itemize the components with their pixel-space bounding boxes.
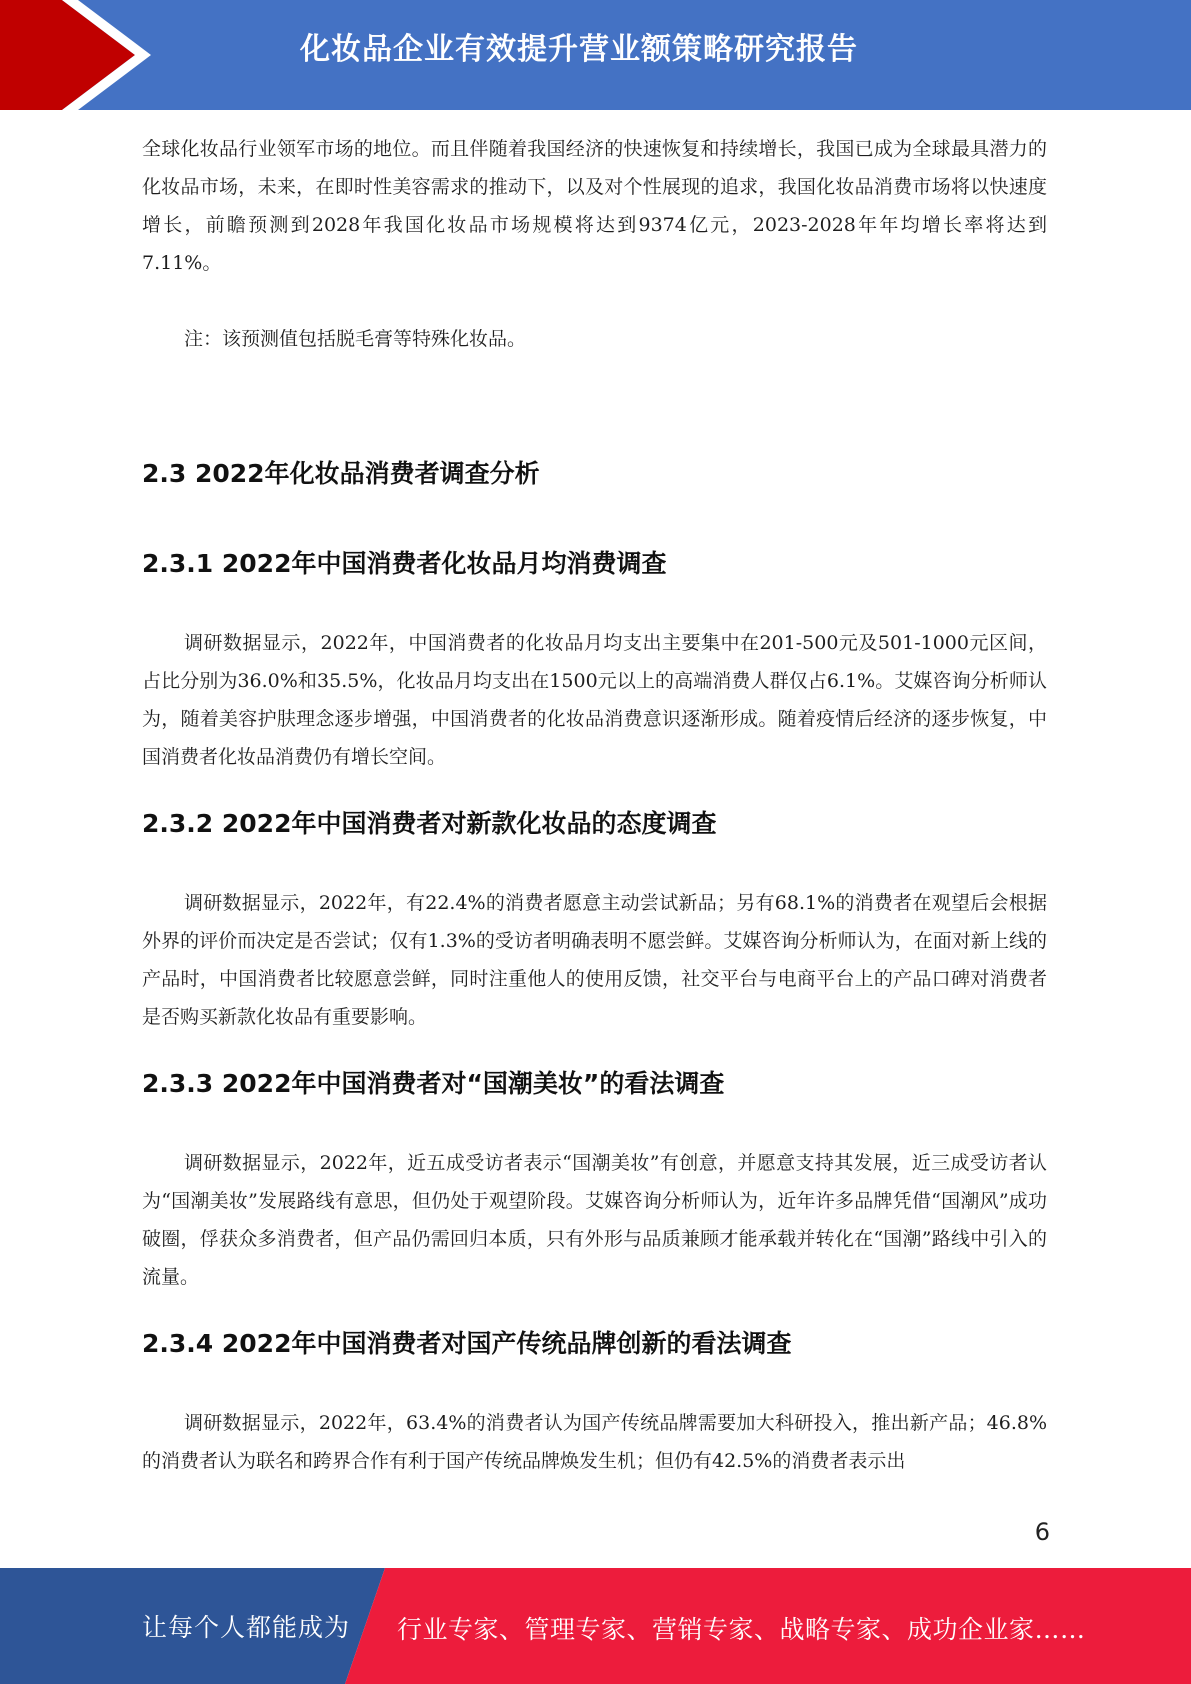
section-2-3-4-body: 调研数据显示，2022年，63.4%的消费者认为国产传统品牌需要加大科研投入，推出新产品；46.8%的消费者认为联名和跨界合作有利于国产传统品牌焕发生机；但仍有42.5%的消费者表示出: [142, 1412, 1047, 1472]
footer-slogan-left: 让每个人都能成为: [142, 1613, 351, 1642]
intro-paragraph: 全球化妆品行业领军市场的地位。而且伴随着我国经济的快速恢复和持续增长，我国已成为全球最具潜力的化妆品市场，未来，在即时性美容需求的推动下，以及对个性展现的追求，我国化妆品消费市场将以快速度增长，前瞻预测到2028年我国化妆品市场规模将达到9374亿元，2023-2028年年均增长率将达到7.11%。: [142, 138, 1047, 274]
page-content: [142, 130, 1047, 1480]
page-header: [0, 0, 1191, 110]
header-arrow-decoration: [0, 0, 160, 110]
section-2-3-4-title: 2.3.4 2022年中国消费者对国产传统品牌创新的看法调查: [142, 1329, 792, 1358]
page-number: 6: [1034, 1518, 1050, 1546]
section-2-3-1-title: 2.3.1 2022年中国消费者化妆品月均消费调查: [142, 549, 667, 578]
section-2-3-3-body: 调研数据显示，2022年，近五成受访者表示“国潮美妆”有创意，并愿意支持其发展，近三成受访者认为“国潮美妆”发展路线有意思，但仍处于观望阶段。艾媒咨询分析师认为，近年许多品牌凭借“国潮风”成功破圈，俘获众多消费者，但产品仍需回归本质，只有外形与品质兼顾才能承载并转化在“国潮”路线中引入的流量。: [142, 1152, 1047, 1288]
footer-slogan-right: 行业专家、管理专家、营销专家、战略专家、成功企业家……: [397, 1615, 1086, 1644]
page-footer: [0, 1568, 1191, 1684]
section-2-3-3-title: 2.3.3 2022年中国消费者对“国潮美妆”的看法调查: [142, 1069, 725, 1098]
section-2-3-2-body: 调研数据显示，2022年，有22.4%的消费者愿意主动尝试新品；另有68.1%的消费者在观望后会根据外界的评价而决定是否尝试；仅有1.3%的受访者明确表明不愿尝鲜。艾媒咨询分析师认为，在面对新上线的产品时，中国消费者比较愿意尝鲜，同时注重他人的使用反馈，社交平台与电商平台上的产品口碑对消费者是否购买新款化妆品有重要影响。: [142, 892, 1047, 1028]
section-2-3-1-body: 调研数据显示，2022年，中国消费者的化妆品月均支出主要集中在201-500元及501-1000元区间，占比分别为36.0%和35.5%，化妆品月均支出在1500元以上的高端消费人群仅占6.1%。艾媒咨询分析师认为，随着美容护肤理念逐步增强，中国消费者的化妆品消费意识逐渐形成。随着疫情后经济的逐步恢复，中国消费者化妆品消费仍有增长空间。: [142, 632, 1047, 768]
report-title: 化妆品企业有效提升营业额策略研究报告: [300, 32, 858, 67]
section-2-3-title: 2.3 2022年化妆品消费者调查分析: [142, 459, 540, 488]
section-2-3-2-title: 2.3.2 2022年中国消费者对新款化妆品的态度调查: [142, 809, 717, 838]
forecast-note: 注：该预测值包括脱毛膏等特殊化妆品。: [184, 328, 527, 350]
